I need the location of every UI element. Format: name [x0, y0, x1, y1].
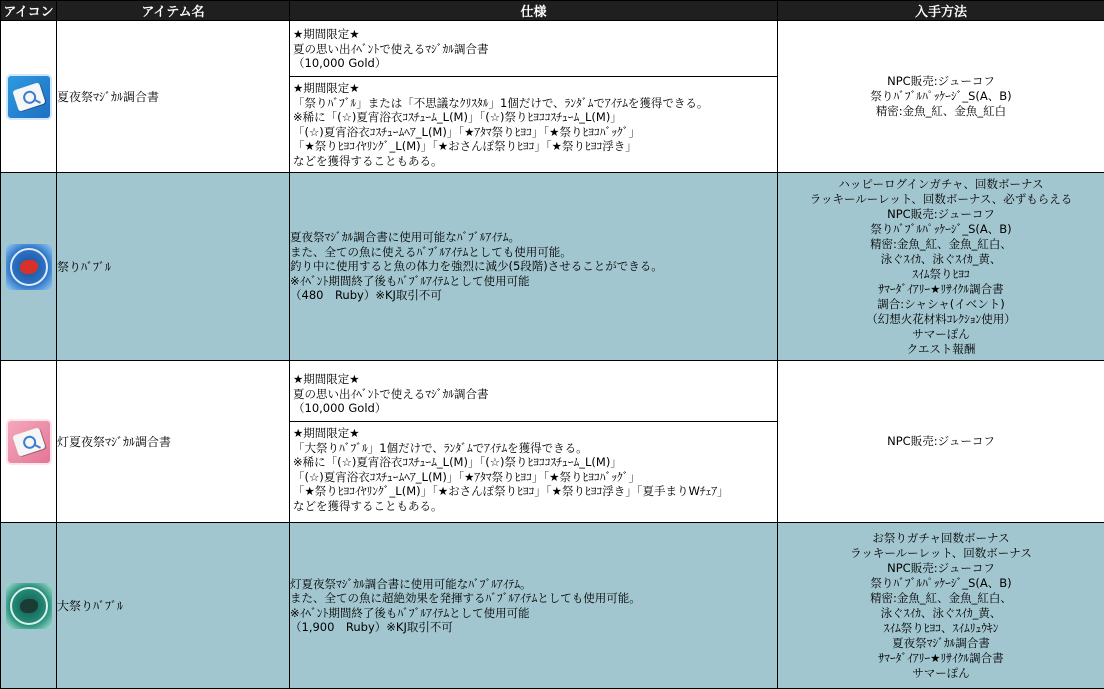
obtain-line: ラッキールーレット、回数ボーナス、必ずもらえる: [778, 192, 1104, 207]
spec-line: 夏の思い出ｲﾍﾞﾝﾄで使えるﾏｼﾞｶﾙ調合書: [293, 387, 777, 402]
spec-line: 夏の思い出ｲﾍﾞﾝﾄで使えるﾏｼﾞｶﾙ調合書: [293, 42, 777, 57]
spec-line: 「★祭りﾋﾖｺｲﾔﾘﾝｸﾞ_L(M)」「★おさんぽ祭りﾋﾖｺ」「★祭りﾋﾖｺ浮き」「夏手まりWﾁｪｱ」: [293, 484, 777, 499]
obtain-line: 泳ぐｽｲｶ、泳ぐｽｲｶ_黄、: [778, 606, 1104, 621]
icon-cell: [1, 173, 57, 361]
obtain-line: 精密:金魚_紅、金魚_紅白: [778, 104, 1104, 119]
obtain-line: ハッピーログインガチャ、回数ボーナス: [778, 177, 1104, 192]
obtain-line: NPC販売:ジューコフ: [778, 74, 1104, 89]
spec-line: 「(☆)夏宵浴衣ｺｽﾁｭｰﾑﾍｱ_L(M)」「★ｱﾀﾏ祭りﾋﾖｺ」「★祭りﾋﾖｺﾊﾞｯｸﾞ」: [293, 470, 777, 485]
obtain-line: （幻想火花材料ｺﾚｸｼｮﾝ使用）: [778, 312, 1104, 327]
spec-line: 釣り中に使用すると魚の体力を強烈に減少(5段階)させることができる。: [290, 259, 777, 274]
spec-line: 「大祭りﾊﾞﾌﾞﾙ」1個だけで、ﾗﾝﾀﾞﾑでｱｲﾃﾑを獲得できる。: [293, 441, 777, 456]
spec-effect-block: [290, 422, 777, 513]
obtain-line: 祭りﾊﾞﾌﾞﾙﾊﾟｯｹｰｼﾞ_S(A、B): [778, 89, 1104, 104]
item-name: 夏夜祭ﾏｼﾞｶﾙ調合書: [57, 21, 290, 173]
obtain-line: NPC販売:ジューコフ: [778, 561, 1104, 576]
icon-cell: [1, 21, 57, 173]
icon-cell: [1, 523, 57, 689]
table-row: [1, 173, 1104, 361]
header-icon: アイコン: [1, 1, 57, 21]
spec-line: （10,000 Gold）: [293, 56, 777, 71]
spec-line: ※ｲﾍﾞﾝﾄ期間終了後もﾊﾞﾌﾞﾙｱｲﾃﾑとして使用可能: [290, 274, 777, 289]
table-row: [1, 523, 1104, 689]
pink-scroll-icon: [6, 419, 52, 465]
obtain-line: ｻﾏｰﾀﾞｲｱﾘｰ★ﾘｻｲｸﾙ調合書: [778, 282, 1104, 297]
obtain-line: ラッキールーレット、回数ボーナス: [778, 546, 1104, 561]
item-name: 大祭りﾊﾞﾌﾞﾙ: [57, 523, 290, 689]
spec-price-block: [290, 370, 777, 422]
spec-line: 「★祭りﾋﾖｺｲﾔﾘﾝｸﾞ_L(M)」「★おさんぽ祭りﾋﾖｺ」「★祭りﾋﾖｺ浮き」: [293, 139, 777, 154]
spec-effect-block: [290, 77, 777, 168]
spec-line: （1,900 Ruby）※KJ取引不可: [290, 620, 777, 635]
blue-scroll-icon: [6, 74, 52, 120]
spec-line: また、全ての魚に使えるﾊﾞﾌﾞﾙｱｲﾃﾑとしても使用可能。: [290, 245, 777, 260]
obtain-line: 精密:金魚_紅、金魚_紅白、: [778, 237, 1104, 252]
table-row: [1, 361, 1104, 523]
obtain-line: NPC販売:ジューコフ: [778, 207, 1104, 222]
spec-line: 夏夜祭ﾏｼﾞｶﾙ調合書に使用可能なﾊﾞﾌﾞﾙｱｲﾃﾑ。: [290, 230, 777, 245]
spec-line: ★期間限定★: [293, 372, 777, 387]
spec-cell: [290, 361, 778, 523]
spec-line: ★期間限定★: [293, 81, 777, 96]
obtain-line: 精密:金魚_紅、金魚_紅白、: [778, 591, 1104, 606]
spec-line: 灯夏夜祭ﾏｼﾞｶﾙ調合書に使用可能なﾊﾞﾌﾞﾙｱｲﾃﾑ。: [290, 577, 777, 592]
spec-line: 「(☆)夏宵浴衣ｺｽﾁｭｰﾑﾍｱ_L(M)」「★ｱﾀﾏ祭りﾋﾖｺ」「★祭りﾋﾖｺﾊﾞｯｸﾞ」: [293, 125, 777, 140]
obtain-line: ｻﾏｰﾀﾞｲｱﾘｰ★ﾘｻｲｸﾙ調合書: [778, 651, 1104, 666]
spec-cell: [290, 21, 778, 173]
item-name: 灯夏夜祭ﾏｼﾞｶﾙ調合書: [57, 361, 290, 523]
icon-cell: [1, 361, 57, 523]
obtain-line: 泳ぐｽｲｶ、泳ぐｽｲｶ_黄、: [778, 252, 1104, 267]
obtain-cell: [778, 173, 1104, 361]
spec-line: （10,000 Gold）: [293, 401, 777, 416]
spec-cell: [290, 173, 778, 361]
obtain-line: お祭りガチャ回数ボーナス: [778, 531, 1104, 546]
spec-line: などを獲得することもある。: [293, 154, 777, 169]
obtain-line: ｽｲﾑ祭りﾋﾖｺ: [778, 267, 1104, 282]
spec-line: また、全ての魚に超絶効果を発揮するﾊﾞﾌﾞﾙｱｲﾃﾑとしても使用可能。: [290, 591, 777, 606]
spec-line: ★期間限定★: [293, 426, 777, 441]
dark-fish-bubble-icon: [6, 583, 52, 629]
obtain-line: 祭りﾊﾞﾌﾞﾙﾊﾟｯｹｰｼﾞ_S(A、B): [778, 222, 1104, 237]
obtain-cell: [778, 21, 1104, 173]
header-spec: 仕様: [290, 1, 778, 21]
spec-line: （480 Ruby）※KJ取引不可: [290, 288, 777, 303]
header-obtain: 入手方法: [778, 1, 1104, 21]
obtain-line: サマーぽん: [778, 666, 1104, 681]
table-row: [1, 21, 1104, 173]
obtain-line: ｽｲﾑ祭りﾋﾖｺ、ｽｲﾑﾘｭｳｷﾝ: [778, 621, 1104, 636]
obtain-line: 祭りﾊﾞﾌﾞﾙﾊﾟｯｹｰｼﾞ_S(A、B): [778, 576, 1104, 591]
obtain-cell: [778, 361, 1104, 523]
spec-line: 「祭りﾊﾞﾌﾞﾙ」または「不思議なｸﾘｽﾀﾙ」1個だけで、ﾗﾝﾀﾞﾑでｱｲﾃﾑを獲得できる。: [293, 96, 777, 111]
obtain-line: 調合:シャシャ(イベント): [778, 297, 1104, 312]
spec-price-block: [290, 25, 777, 77]
obtain-line: クエスト報酬: [778, 342, 1104, 357]
header-row: [1, 1, 1104, 21]
header-name: アイテム名: [57, 1, 290, 21]
spec-line: などを獲得することもある。: [293, 499, 777, 514]
obtain-line: 夏夜祭ﾏｼﾞｶﾙ調合書: [778, 636, 1104, 651]
spec-line: ※稀に「(☆)夏宵浴衣ｺｽﾁｭｰﾑ_L(M)」「(☆)祭りﾋﾖｺｺｽﾁｭｰﾑ_L(M)」: [293, 110, 777, 125]
spec-line: ★期間限定★: [293, 27, 777, 42]
obtain-line: サマーぽん: [778, 327, 1104, 342]
obtain-cell: [778, 523, 1104, 689]
obtain-line: NPC販売:ジューコフ: [778, 434, 1104, 449]
spec-cell: [290, 523, 778, 689]
item-name: 祭りﾊﾞﾌﾞﾙ: [57, 173, 290, 361]
goldfish-bubble-icon: [6, 244, 52, 290]
spec-line: ※ｲﾍﾞﾝﾄ期間終了後もﾊﾞﾌﾞﾙｱｲﾃﾑとして使用可能: [290, 606, 777, 621]
spec-line: ※稀に「(☆)夏宵浴衣ｺｽﾁｭｰﾑ_L(M)」「(☆)祭りﾋﾖｺｺｽﾁｭｰﾑ_L(M)」: [293, 455, 777, 470]
